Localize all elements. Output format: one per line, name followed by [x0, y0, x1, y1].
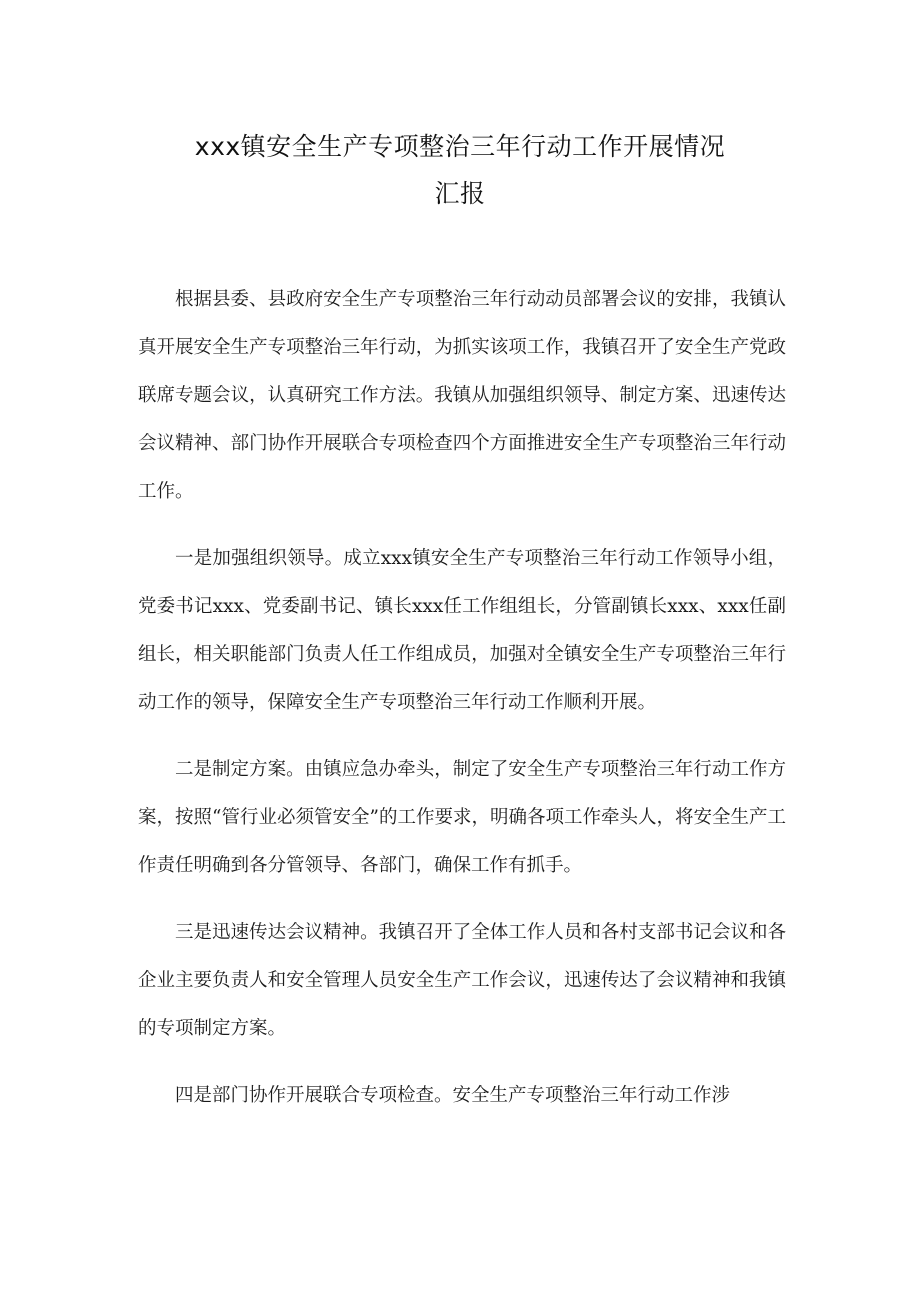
paragraph-intro: 根据县委、县政府安全生产专项整治三年行动动员部署会议的安排，我镇认真开展安全生产专项整治三年行动，为抓实该项工作，我镇召开了安全生产党政联席专题会议，认真研究工作方法。我镇从加强组织领导、制定方案、迅速传达会议精神、部门协作开展联合专项检查四个方面推进安全生产专项整治三年行动工作。 — [138, 289, 786, 502]
paragraph-joint-inspection: 四是部门协作开展联合专项检查。安全生产专项整治三年行动工作涉 — [175, 1085, 731, 1106]
document-title-line-2: 汇报 — [434, 179, 486, 208]
document-body — [138, 276, 786, 1139]
paragraph-organization-leadership: 一是加强组织领导。成立xxx镇安全生产专项整治三年行动工作领导小组，党委书记xxx、党委副书记、镇长xxx任工作组组长，分管副镇长xxx、xxx任副组长，相关职能部门负责人任工作组成员，加强对全镇安全生产专项整治三年行动工作的领导，保障安全生产专项整治三年行动工作顺利开展。 — [138, 548, 786, 713]
paragraph-convey-meeting-spirit: 三是迅速传达会议精神。我镇召开了全体工作人员和各村支部书记会议和各企业主要负责人和安全管理人员安全生产工作会议，迅速传达了会议精神和我镇的专项制定方案。 — [138, 922, 786, 1039]
document-title-line-1: xxx镇安全生产专项整治三年行动工作开展情况 — [194, 132, 726, 161]
paragraph-formulate-plan: 二是制定方案。由镇应急办牵头，制定了安全生产专项整治三年行动工作方案，按照“管行业必须管安全”的工作要求，明确各项工作牵头人，将安全生产工作责任明确到各分管领导、各部门，确保工作有抓手。 — [138, 759, 786, 876]
